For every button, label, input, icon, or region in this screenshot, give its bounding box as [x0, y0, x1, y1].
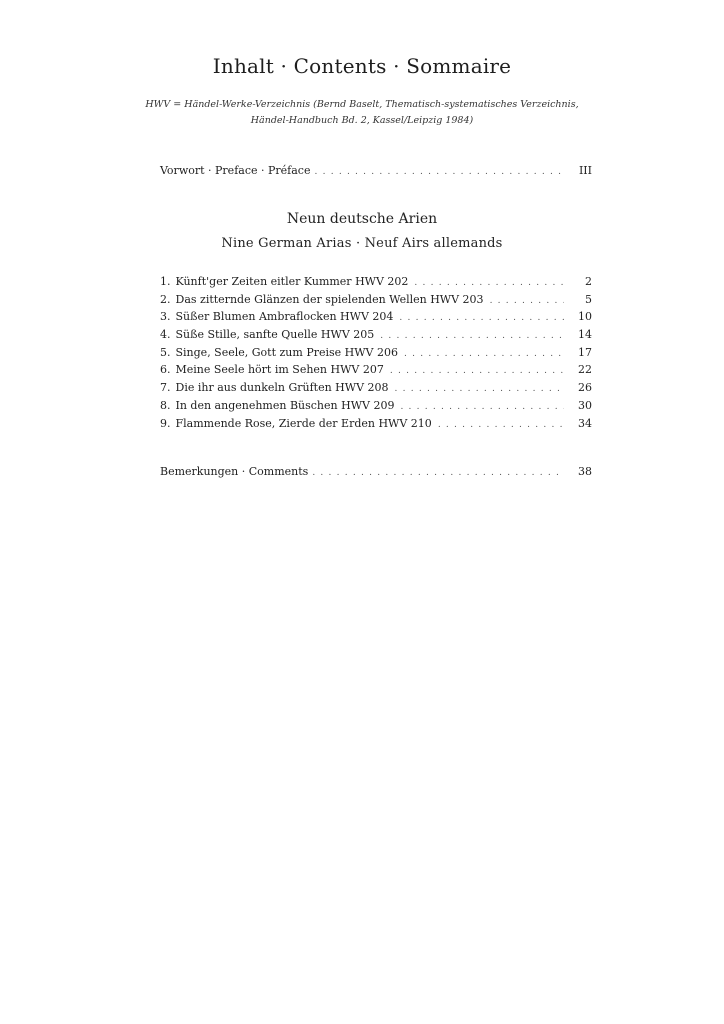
dot-leader: [400, 402, 564, 412]
toc-entry-label: Vorwort · Preface · Préface: [160, 164, 311, 177]
dot-leader: [314, 167, 564, 177]
hwv-note-line-2: Händel-Handbuch Bd. 2, Kassel/Leipzig 1984): [250, 115, 474, 126]
dot-leader: [390, 366, 564, 376]
entry-title: Das zitternde Glänzen der spielenden Wellen HWV 203: [175, 292, 484, 306]
entry-page-number: 22: [578, 363, 592, 377]
aria-list: [0, 275, 724, 434]
toc-entry-aria-4[interactable]: [160, 328, 592, 346]
dot-leader: [312, 468, 564, 478]
toc-entry-aria-3[interactable]: [160, 310, 592, 328]
dot-leader: [399, 313, 564, 323]
entry-page-number: 26: [578, 381, 592, 395]
hwv-note: [0, 97, 724, 129]
toc-page-number: 38: [578, 465, 592, 478]
toc-page-number: III: [578, 164, 592, 177]
toc-entry-aria-9[interactable]: [160, 417, 592, 435]
dot-leader: [490, 296, 564, 306]
entry-title: Singe, Seele, Gott zum Preise HWV 206: [175, 345, 398, 359]
dot-leader: [414, 278, 564, 288]
toc-entry-label: Bemerkungen · Comments: [160, 465, 309, 478]
toc-entry-aria-5[interactable]: [160, 346, 592, 364]
entry-page-number: 17: [578, 345, 592, 359]
entry-title: Süßer Blumen Ambraflocken HWV 204: [175, 310, 394, 324]
dot-leader: [380, 331, 564, 341]
entry-page-number: 2: [585, 275, 592, 288]
toc-entry-aria-1[interactable]: [160, 275, 592, 293]
page-title: Inhalt · Contents · Sommaire: [212, 54, 512, 78]
toc-entry-preface[interactable]: [160, 164, 592, 177]
entry-page-number: 10: [578, 310, 592, 324]
toc-entry-aria-7[interactable]: [160, 381, 592, 399]
entry-title: Die ihr aus dunkeln Grüften HWV 208: [175, 381, 389, 395]
hwv-note-line-1: HWV = Händel-Werke-Verzeichnis (Bernd Baselt, Thematisch-systematisches Verzeichnis,: [145, 99, 579, 110]
entry-title: Süße Stille, sanfte Quelle HWV 205: [175, 328, 375, 342]
entry-page-number: 14: [578, 328, 592, 342]
entry-number: 9.: [160, 416, 171, 430]
entry-number: 6.: [160, 363, 171, 377]
entry-title: Künft'ger Zeiten eitler Kummer HWV 202: [175, 275, 409, 288]
toc-entry-comments[interactable]: [160, 465, 592, 478]
toc-entry-aria-6[interactable]: [160, 363, 592, 381]
entry-page-number: 5: [585, 292, 592, 306]
entry-number: 2.: [160, 292, 171, 306]
entry-title: Flammende Rose, Zierde der Erden HWV 210: [175, 416, 432, 430]
entry-page-number: 30: [578, 398, 592, 412]
toc-entry-aria-8[interactable]: [160, 399, 592, 417]
section-title-english-french: Nine German Arias · Neuf Airs allemands: [221, 236, 503, 251]
entry-number: 7.: [160, 381, 171, 395]
dot-leader: [395, 384, 564, 394]
entry-title: Meine Seele hört im Sehen HWV 207: [175, 363, 384, 377]
dot-leader: [438, 420, 564, 430]
entry-number: 1.: [160, 275, 171, 288]
toc-entry-aria-2[interactable]: [160, 293, 592, 311]
entry-number: 3.: [160, 310, 171, 324]
dot-leader: [404, 349, 564, 359]
entry-number: 8.: [160, 398, 171, 412]
entry-title: In den angenehmen Büschen HWV 209: [175, 398, 395, 412]
entry-number: 4.: [160, 328, 171, 342]
entry-number: 5.: [160, 345, 171, 359]
entry-page-number: 34: [578, 416, 592, 430]
section-title-german: Neun deutsche Arien: [286, 211, 438, 227]
